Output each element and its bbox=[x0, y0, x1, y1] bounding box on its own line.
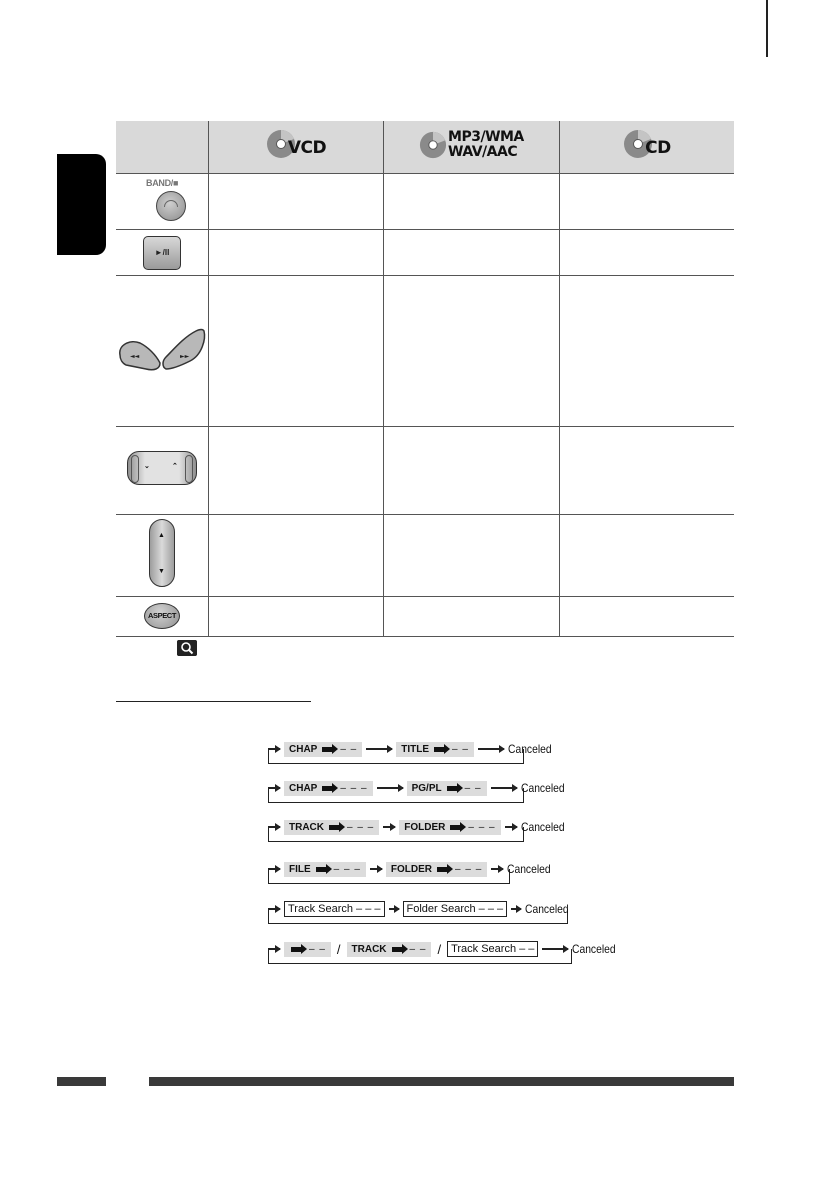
arrow-icon bbox=[370, 868, 382, 870]
control-cell bbox=[116, 514, 209, 596]
arrow-icon bbox=[389, 908, 399, 910]
dial-down-mark: ⌄ bbox=[144, 462, 150, 470]
canceled-label: Canceled bbox=[520, 820, 565, 834]
magnify-icon bbox=[177, 640, 197, 656]
canceled-label: Canceled bbox=[525, 902, 569, 916]
flow-chip: CHAP – – bbox=[284, 742, 362, 757]
flow-chip: PG/PL – – bbox=[407, 781, 487, 796]
table-header-row bbox=[116, 121, 734, 173]
table-row bbox=[116, 173, 734, 229]
cd-label: CD bbox=[645, 138, 671, 159]
skip-back-forward-buttons-icon bbox=[116, 325, 208, 371]
language-side-tab bbox=[57, 154, 106, 255]
vcd-label: VCD bbox=[287, 138, 327, 159]
band-stop-button-icon bbox=[132, 174, 192, 224]
cd-cell bbox=[559, 173, 734, 229]
flow-sequence bbox=[268, 901, 576, 917]
rocker-up-mark: ▲ bbox=[158, 531, 165, 539]
flow-row-6 bbox=[268, 941, 617, 965]
flow-sequence bbox=[268, 819, 571, 835]
fat-arrow-icon bbox=[437, 867, 448, 872]
rocker-down-mark: ▼ bbox=[158, 567, 165, 575]
up-down-dial-icon bbox=[127, 451, 197, 485]
fat-arrow-icon bbox=[392, 947, 403, 952]
mp3-cell bbox=[383, 229, 559, 275]
mp3-cell bbox=[383, 514, 559, 596]
vcd-cell bbox=[209, 596, 384, 636]
slash-separator: / bbox=[336, 941, 341, 957]
vcd-cell bbox=[209, 275, 384, 426]
svg-text:►►: ►► bbox=[180, 353, 190, 360]
cd-cell bbox=[559, 275, 734, 426]
control-cell bbox=[116, 275, 209, 426]
flow-row-4 bbox=[268, 861, 551, 885]
flow-row-3 bbox=[268, 819, 565, 843]
play-pause-button-icon: ►/II bbox=[143, 236, 181, 270]
band-stop-label: BAND/■ bbox=[146, 177, 179, 188]
canceled-label: Canceled bbox=[520, 781, 565, 795]
up-down-rocker-icon bbox=[149, 519, 175, 587]
footer-page-tab bbox=[57, 1077, 106, 1086]
vcd-cell bbox=[209, 426, 384, 514]
flow-chip: – – bbox=[284, 942, 331, 957]
table-row bbox=[116, 426, 734, 514]
control-cell bbox=[116, 596, 209, 636]
arrow-icon bbox=[491, 787, 517, 789]
slash-separator: / bbox=[437, 941, 442, 957]
flow-chip: TRACK – – – bbox=[284, 820, 379, 835]
control-cell bbox=[116, 426, 209, 514]
arrow-icon bbox=[268, 787, 280, 789]
flow-sequence bbox=[268, 741, 559, 757]
table-row bbox=[116, 275, 734, 426]
vcd-cell bbox=[209, 514, 384, 596]
canceled-label: Canceled bbox=[507, 742, 552, 756]
folder-search-box: Folder Search – – – bbox=[403, 901, 508, 917]
flow-chip: TITLE – – bbox=[396, 742, 474, 757]
flow-row-5 bbox=[268, 901, 570, 925]
arrow-icon bbox=[511, 908, 521, 910]
fat-arrow-icon bbox=[434, 747, 445, 752]
cd-cell bbox=[559, 514, 734, 596]
vcd-cell bbox=[209, 173, 384, 229]
band-button-body bbox=[156, 191, 186, 221]
canceled-label: Canceled bbox=[572, 942, 617, 956]
cd-cell bbox=[559, 596, 734, 636]
arrow-icon bbox=[383, 826, 395, 828]
flow-sequence bbox=[268, 941, 623, 957]
track-search-box: Track Search – – bbox=[447, 941, 538, 957]
arrow-icon bbox=[377, 787, 403, 789]
fat-arrow-icon bbox=[329, 825, 340, 830]
mp3-cell bbox=[383, 426, 559, 514]
fat-arrow-icon bbox=[450, 825, 461, 830]
header-mp3-wma-wav-aac bbox=[383, 121, 559, 173]
arrow-icon bbox=[478, 748, 504, 750]
arrow-icon bbox=[268, 868, 280, 870]
table-row bbox=[116, 596, 734, 636]
dial-up-mark: ⌃ bbox=[172, 462, 178, 470]
mp3-cell bbox=[383, 275, 559, 426]
footer-rule bbox=[149, 1077, 734, 1086]
table-row bbox=[116, 229, 734, 275]
flow-row-1 bbox=[268, 741, 552, 765]
vcd-cell bbox=[209, 229, 384, 275]
table-row bbox=[116, 514, 734, 596]
flow-chip: FOLDER – – – bbox=[399, 820, 500, 835]
header-vcd bbox=[209, 121, 384, 173]
flow-chip: FOLDER – – – bbox=[386, 862, 487, 877]
top-vertical-rule bbox=[766, 0, 768, 57]
header-cd bbox=[559, 121, 734, 173]
aspect-button-icon: ASPECT bbox=[144, 603, 180, 629]
mp3-cell bbox=[383, 596, 559, 636]
track-search-box: Track Search – – – bbox=[284, 901, 385, 917]
control-cell bbox=[116, 173, 209, 229]
arrow-icon bbox=[268, 748, 280, 750]
mp3-label-line2: WAV/AAC bbox=[448, 143, 518, 160]
arrow-icon bbox=[505, 826, 517, 828]
arrow-icon bbox=[268, 948, 280, 950]
fat-arrow-icon bbox=[322, 747, 333, 752]
arrow-icon bbox=[268, 826, 280, 828]
section-underline bbox=[116, 701, 311, 702]
fat-arrow-icon bbox=[322, 786, 333, 791]
fat-arrow-icon bbox=[291, 947, 302, 952]
svg-text:◄◄: ◄◄ bbox=[130, 353, 140, 360]
flow-row-2 bbox=[268, 780, 565, 804]
flow-chip: FILE – – – bbox=[284, 862, 366, 877]
fat-arrow-icon bbox=[316, 867, 327, 872]
header-control-column bbox=[116, 121, 209, 173]
arrow-icon bbox=[268, 908, 280, 910]
mp3-label bbox=[448, 130, 524, 160]
cd-cell bbox=[559, 426, 734, 514]
flow-chip: CHAP – – – bbox=[284, 781, 373, 796]
control-cell bbox=[116, 229, 209, 275]
arrow-icon bbox=[366, 748, 392, 750]
cd-cell bbox=[559, 229, 734, 275]
flow-sequence bbox=[268, 780, 571, 796]
flow-sequence bbox=[268, 861, 558, 877]
disc-icon bbox=[419, 131, 447, 159]
operation-table bbox=[116, 121, 734, 637]
flow-chip: TRACK – – bbox=[347, 942, 432, 957]
canceled-label: Canceled bbox=[507, 862, 551, 876]
arrow-icon bbox=[542, 948, 568, 950]
arrow-icon bbox=[491, 868, 503, 870]
mp3-cell bbox=[383, 173, 559, 229]
fat-arrow-icon bbox=[447, 786, 458, 791]
mp3-label-line1: MP3/WMA bbox=[448, 128, 524, 145]
